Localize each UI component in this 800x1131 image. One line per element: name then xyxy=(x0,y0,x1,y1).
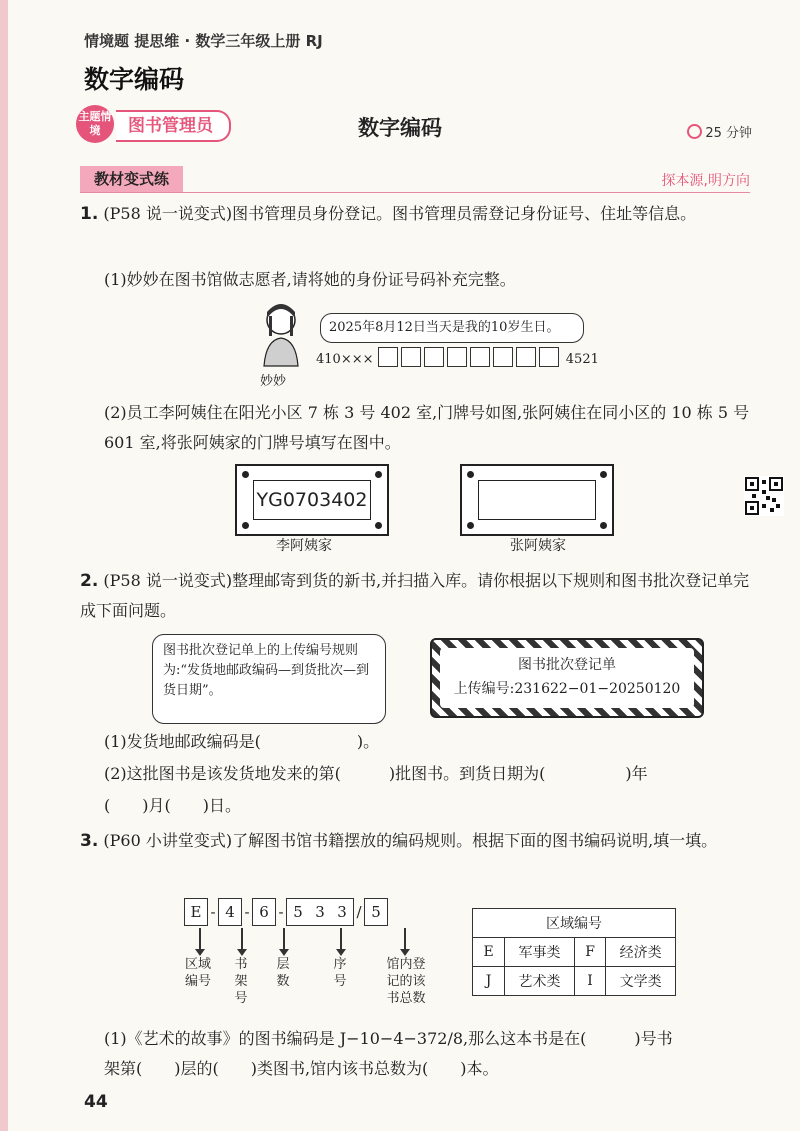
page-title: 数字编码 xyxy=(84,65,185,94)
book-code-diagram: E - 4 - 6 - 5 3 3 / 5 xyxy=(184,898,388,926)
label-total: 馆内登记的该书总数 xyxy=(386,957,426,1006)
region-name: 经济类 xyxy=(606,938,676,967)
code-layer: 6 xyxy=(252,898,276,926)
id-number-row xyxy=(316,347,599,367)
region-table-title: 区域编号 xyxy=(473,909,676,938)
q1-number: 1. xyxy=(80,204,99,224)
id-digit-box[interactable] xyxy=(424,347,444,367)
arrow xyxy=(340,928,342,950)
page-edge-strip xyxy=(0,0,8,1131)
speech-bubble: 2025年8月12日当天是我的10岁生日。 xyxy=(320,313,584,343)
q3-number: 3. xyxy=(80,831,99,851)
region-code: J xyxy=(473,967,505,996)
id-suffix: 4521 xyxy=(565,352,599,367)
plate-li-number: YG0703402 xyxy=(253,480,371,520)
q2-sub2-line1: (2)这批图书是该发货地发来的第( )批图书。到货日期为( )年 xyxy=(104,764,648,783)
theme-badge: 主题情境 xyxy=(76,105,114,143)
q2-stem xyxy=(80,566,756,626)
label-seq: 序号 xyxy=(333,957,347,989)
code-seq-3: 3 xyxy=(331,898,354,926)
code-seq-1: 5 xyxy=(286,898,309,926)
q2-text: (P58 说一说变式)整理邮寄到货的新书,并扫描入库。请你根据以下规则和图书批次登记单完成下面问题。 xyxy=(80,571,750,620)
q2-sub2-line2: ( )月( )日。 xyxy=(104,796,241,815)
arrow xyxy=(199,928,201,950)
batch-card xyxy=(430,638,704,718)
time-text: 25 分钟 xyxy=(705,126,752,141)
id-digit-box[interactable] xyxy=(493,347,513,367)
qr-code-icon xyxy=(744,476,784,516)
batch-card-body xyxy=(440,648,694,708)
plate-zhang-input[interactable] xyxy=(478,480,596,520)
region-name: 军事类 xyxy=(505,938,575,967)
arrow xyxy=(404,928,406,950)
plate-li xyxy=(235,464,389,536)
label-layer: 层数 xyxy=(276,957,290,989)
q2-number: 2. xyxy=(80,571,99,591)
batch-card-code: 上传编号:231622−01−20250120 xyxy=(453,681,681,697)
id-digit-box[interactable] xyxy=(447,347,467,367)
region-code-table xyxy=(472,908,676,996)
running-header: 情境题 提思维 · 数学三年级上册 RJ xyxy=(84,32,323,50)
band-label: 教材变式练 xyxy=(80,166,183,192)
code-region: E xyxy=(184,898,208,926)
id-digit-box[interactable] xyxy=(470,347,490,367)
batch-card-title: 图书批次登记单 xyxy=(518,657,616,673)
code-total: 5 xyxy=(364,898,388,926)
arrow xyxy=(241,928,243,950)
id-digit-box[interactable] xyxy=(401,347,421,367)
region-code: I xyxy=(574,967,606,996)
code-shelf: 4 xyxy=(218,898,242,926)
q3-stem xyxy=(80,826,756,856)
q1-stem xyxy=(80,202,756,226)
region-name: 艺术类 xyxy=(505,967,575,996)
id-digit-box[interactable] xyxy=(516,347,536,367)
label-shelf: 书架号 xyxy=(234,957,248,1006)
q3-sub1-line2: 架第( )层的( )类图书,馆内该书总数为( )本。 xyxy=(104,1059,499,1078)
rule-callout: 图书批次登记单上的上传编号规则为:“发货地邮政编码—到货批次—到货日期”。 xyxy=(152,634,386,724)
q1-text: (P58 说一说变式)图书管理员身份登记。图书管理员需登记身份证号、住址等信息。 xyxy=(103,204,697,223)
theme-tag: 图书管理员 xyxy=(116,110,231,142)
girl-name: 妙妙 xyxy=(260,374,287,389)
id-prefix: 410××× xyxy=(316,352,374,367)
region-code: F xyxy=(574,938,606,967)
plate-zhang-caption: 张阿姨家 xyxy=(510,538,566,554)
girl-illustration xyxy=(256,296,306,368)
plate-li-caption: 李阿姨家 xyxy=(276,538,332,554)
arrow xyxy=(283,928,285,950)
id-digit-box[interactable] xyxy=(378,347,398,367)
band-slogan: 探本源,明方向 xyxy=(661,173,750,189)
q3-sub1-line1: (1)《艺术的故事》的图书编码是 J−10−4−372/8,那么这本书是在( )号书 xyxy=(104,1029,673,1048)
label-region: 区域编号 xyxy=(184,957,211,989)
clock-icon xyxy=(687,124,702,139)
region-name: 文学类 xyxy=(606,967,676,996)
q2-sub1: (1)发货地邮政编码是( )。 xyxy=(104,732,380,751)
section-title: 数字编码 xyxy=(358,116,442,140)
time-indicator xyxy=(687,122,752,141)
id-digit-box[interactable] xyxy=(539,347,559,367)
q1-sub1: (1)妙妙在图书馆做志愿者,请将她的身份证号码补充完整。 xyxy=(104,270,516,289)
plate-zhang xyxy=(460,464,614,536)
q1-sub2: (2)员工李阿姨住在阳光小区 7 栋 3 号 402 室,门牌号如图,张阿姨住在同小区的 10 栋 5 号 601 室,将张阿姨家的门牌号填写在图中。 xyxy=(104,403,750,452)
code-seq-2: 3 xyxy=(309,898,331,926)
page-number: 44 xyxy=(84,1092,108,1112)
region-code: E xyxy=(473,938,505,967)
q3-text: (P60 小讲堂变式)了解图书馆书籍摆放的编码规则。根据下面的图书编码说明,填一填。 xyxy=(103,831,718,850)
